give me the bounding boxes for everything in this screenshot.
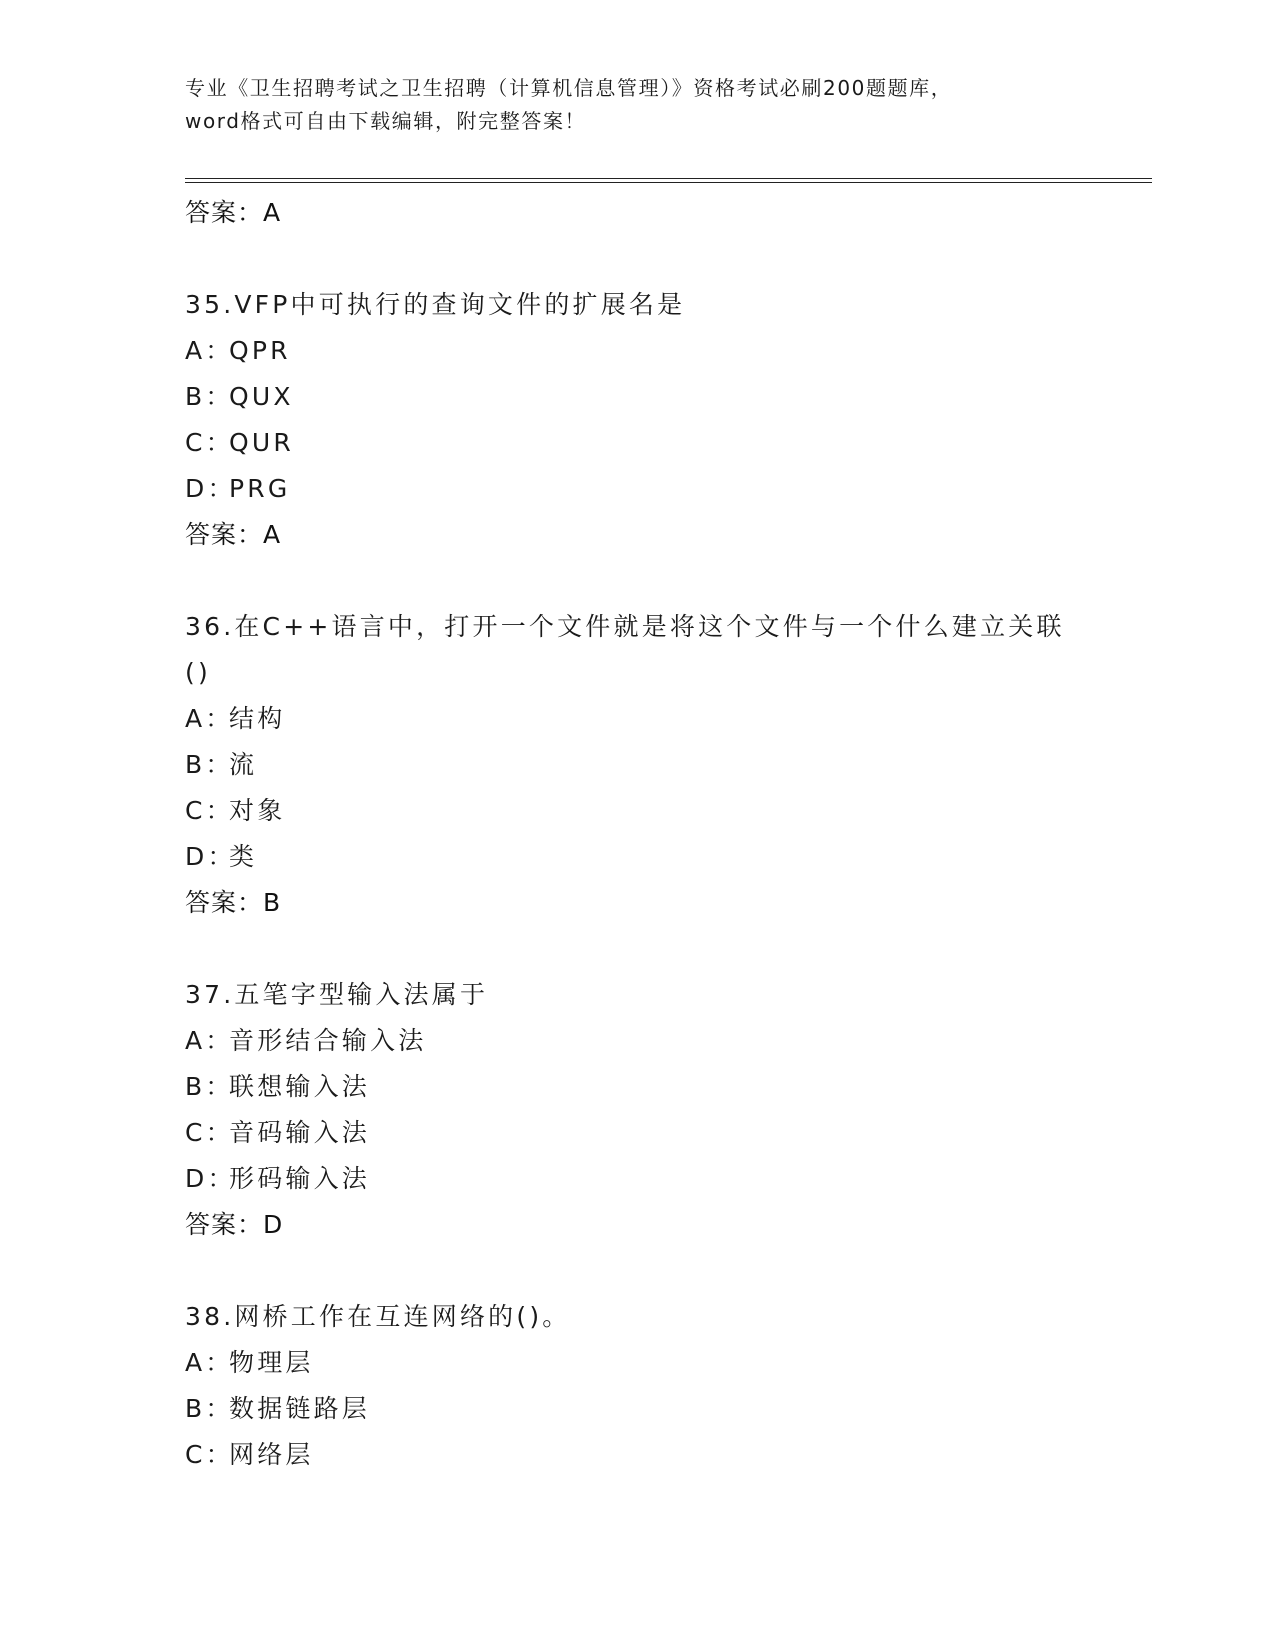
option-text: 网络层: [229, 1440, 314, 1469]
question-36: [185, 604, 1105, 926]
option-text: 对象: [229, 796, 286, 825]
question-stem: 37.五笔字型输入法属于: [185, 980, 489, 1009]
option-c: [185, 1432, 1105, 1478]
question-stem: 36.在C++语言中，打开一个文件就是将这个文件与一个什么建立关联(): [185, 612, 1065, 687]
option-a: [185, 328, 1105, 374]
question-35: [185, 282, 1105, 558]
option-c: [185, 420, 1105, 466]
option-key: B：: [185, 750, 234, 779]
option-d: [185, 1156, 1105, 1202]
header-divider-bottom: [185, 182, 1152, 183]
header-title-line-2: word格式可自由下载编辑，附完整答案！: [185, 109, 587, 133]
question-38: [185, 1294, 1105, 1478]
document-header: [185, 72, 1085, 138]
option-a: [185, 1018, 1105, 1064]
option-key: B：: [185, 1394, 234, 1423]
option-key: D：: [185, 842, 236, 871]
option-text: 音形结合输入法: [229, 1026, 427, 1055]
option-b: [185, 1386, 1105, 1432]
answer-line: 答案：B: [185, 888, 282, 917]
option-text: QUX: [229, 382, 294, 411]
option-text: 数据链路层: [229, 1394, 371, 1423]
question-stem: 38.网桥工作在互连网络的()。: [185, 1302, 571, 1331]
option-b: [185, 1064, 1105, 1110]
option-a: [185, 1340, 1105, 1386]
option-c: [185, 1110, 1105, 1156]
answer-line: 答案：D: [185, 1210, 284, 1239]
option-key: A：: [185, 704, 234, 733]
option-c: [185, 788, 1105, 834]
option-b: [185, 374, 1105, 420]
option-b: [185, 742, 1105, 788]
option-key: C：: [185, 1118, 234, 1147]
option-key: C：: [185, 1440, 234, 1469]
option-key: C：: [185, 796, 234, 825]
option-key: C：: [185, 428, 234, 457]
option-text: 结构: [229, 704, 286, 733]
option-key: D：: [185, 1164, 236, 1193]
option-d: [185, 834, 1105, 880]
option-text: PRG: [229, 474, 291, 503]
option-text: QUR: [229, 428, 294, 457]
answer-line: 答案：A: [185, 520, 282, 549]
option-text: 联想输入法: [229, 1072, 371, 1101]
option-text: 音码输入法: [229, 1118, 371, 1147]
question-37: [185, 972, 1105, 1248]
option-key: B：: [185, 382, 234, 411]
option-text: 物理层: [229, 1348, 314, 1377]
option-d: [185, 466, 1105, 512]
option-text: 形码输入法: [229, 1164, 371, 1193]
header-divider-top: [185, 178, 1152, 179]
option-text: 流: [229, 750, 258, 779]
option-key: A：: [185, 336, 234, 365]
question-list: [185, 190, 1105, 1478]
option-key: B：: [185, 1072, 234, 1101]
option-a: [185, 696, 1105, 742]
answer-line: 答案：A: [185, 198, 282, 227]
option-key: D：: [185, 474, 236, 503]
option-key: A：: [185, 1348, 234, 1377]
option-text: QPR: [229, 336, 291, 365]
option-text: 类: [229, 842, 258, 871]
question-stem: 35.VFP中可执行的查询文件的扩展名是: [185, 290, 686, 319]
header-title-line-1: 专业《卫生招聘考试之卫生招聘（计算机信息管理）》资格考试必刷200题题库，: [185, 76, 953, 100]
option-key: A：: [185, 1026, 234, 1055]
